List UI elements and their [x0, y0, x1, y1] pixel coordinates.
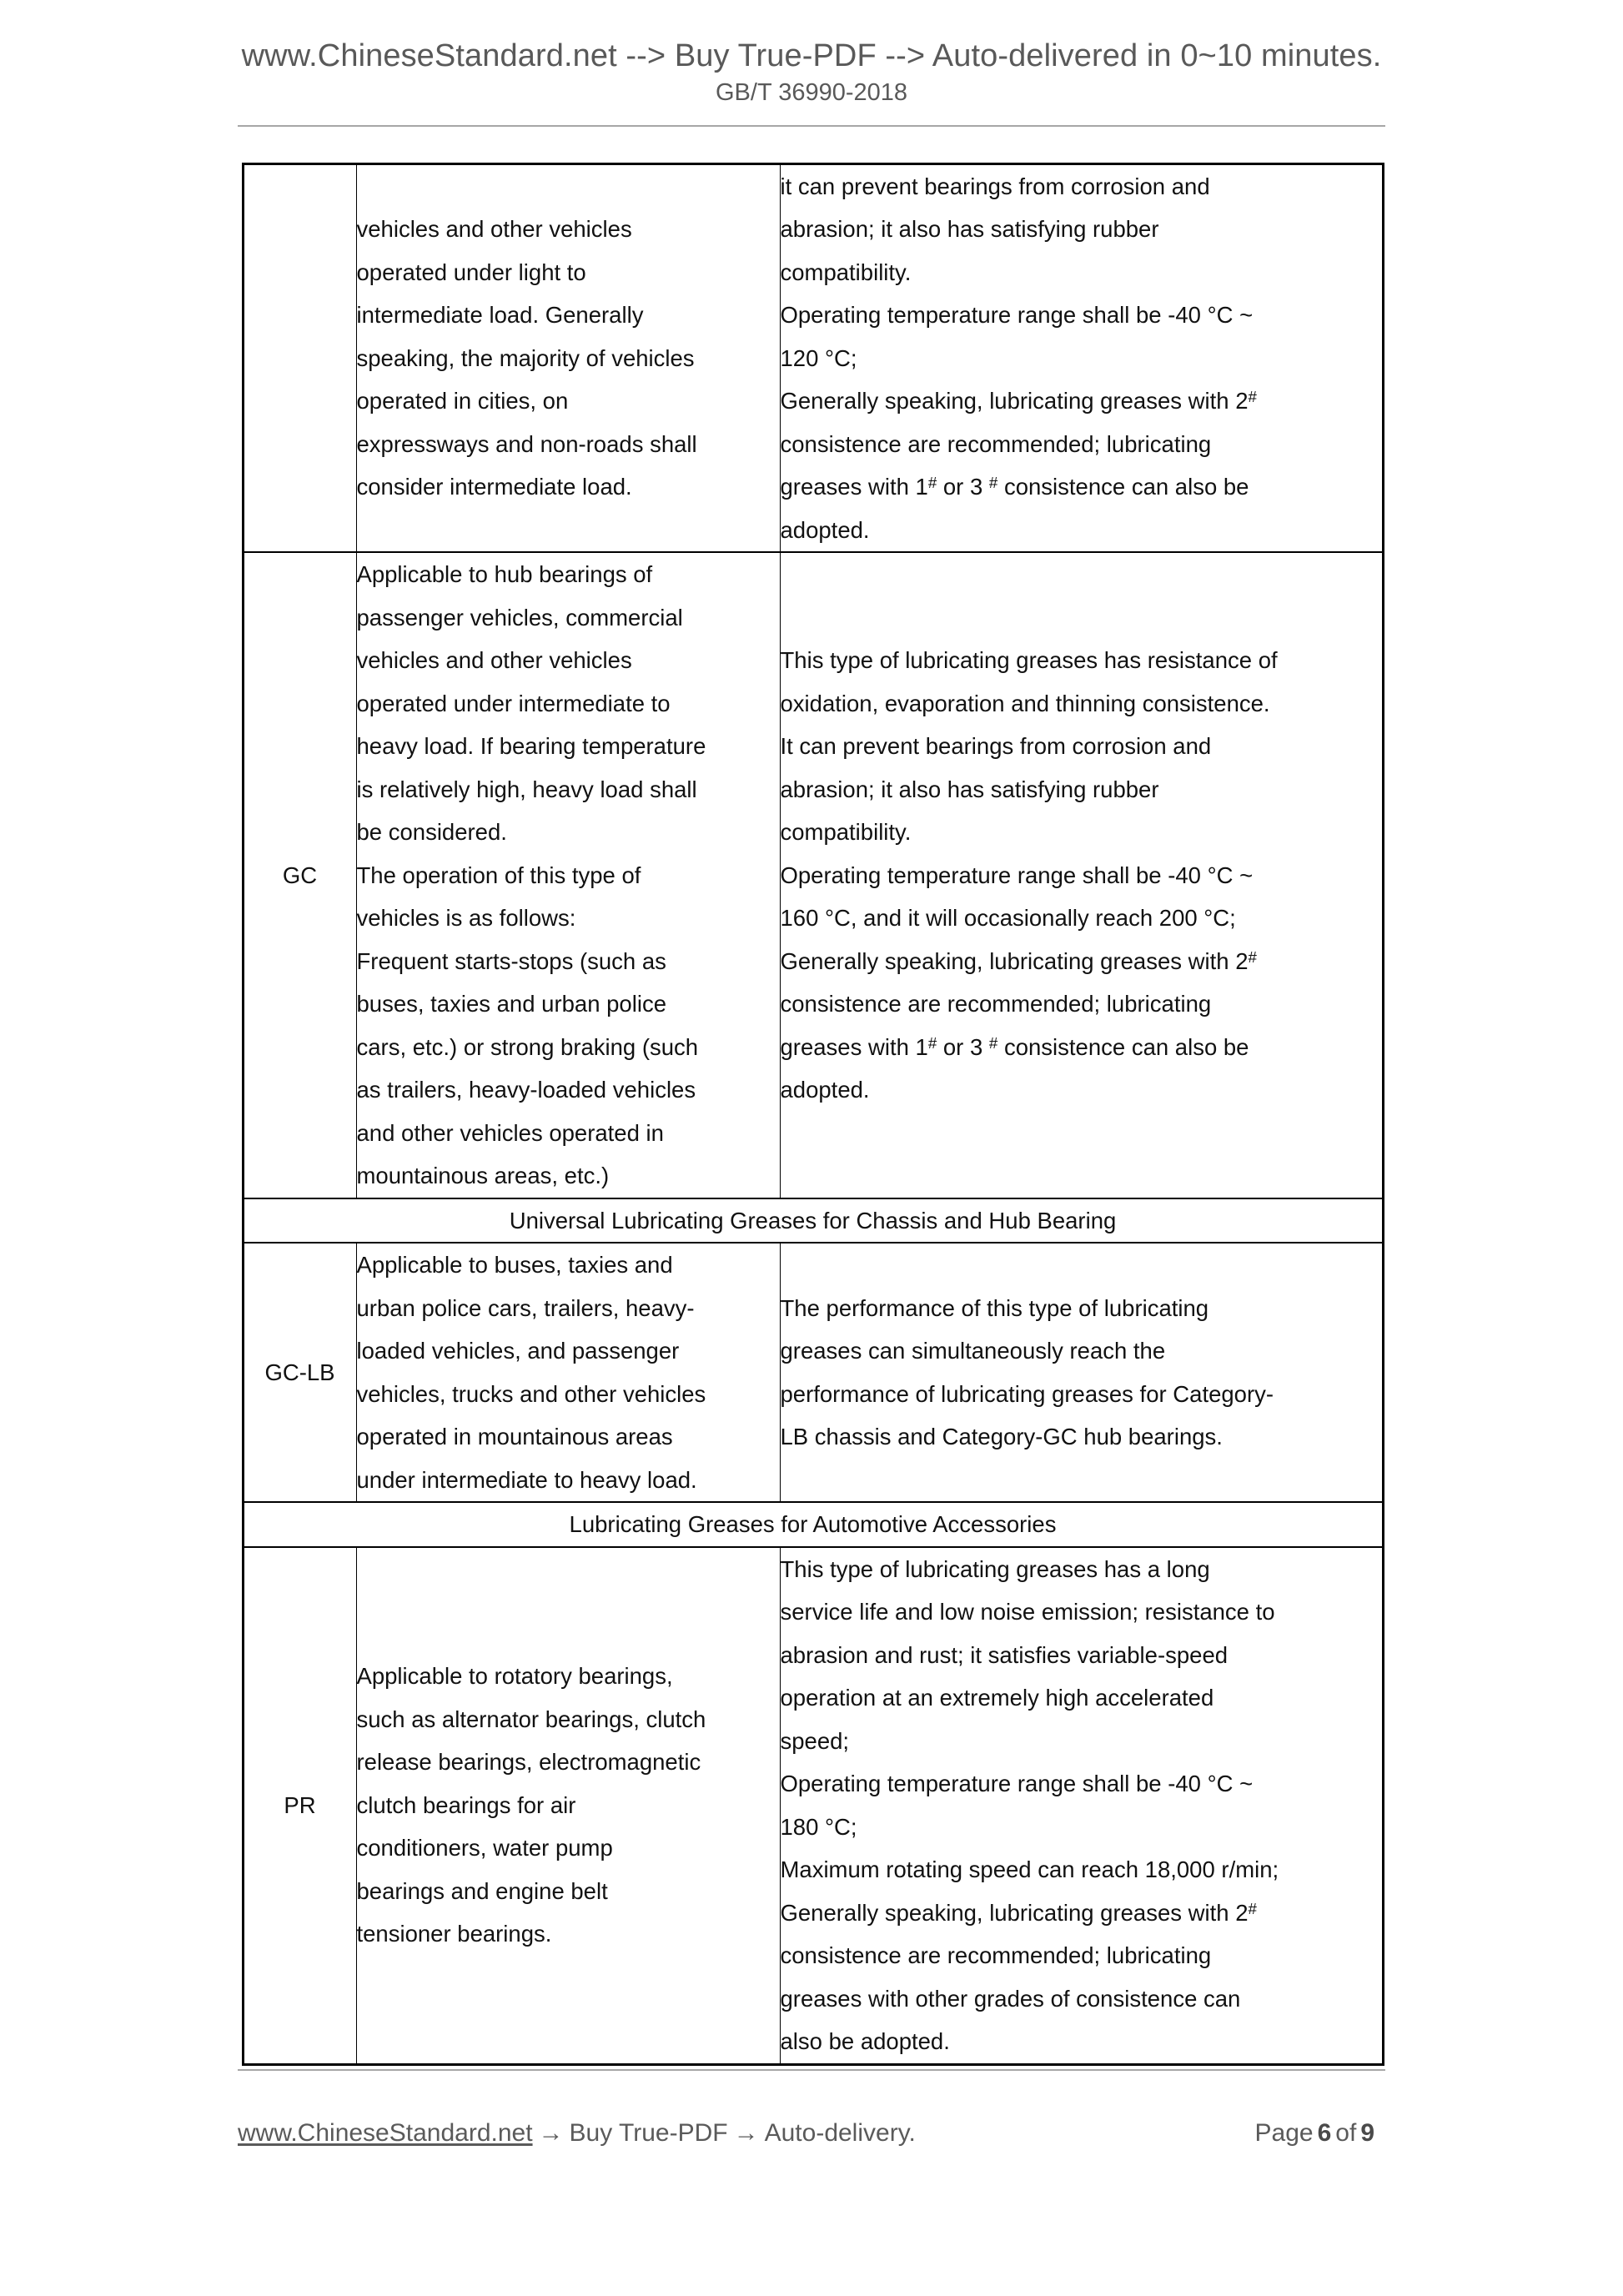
category-cell: [243, 163, 356, 552]
footer-action-buy: Buy True-PDF: [569, 2119, 728, 2147]
text-line: operated under intermediate to: [356, 690, 671, 716]
text-line: also be adopted.: [780, 2028, 950, 2055]
table-body: [243, 163, 1383, 2064]
text-line: abrasion and rust; it satisfies variable-speed: [780, 1641, 1229, 1668]
text-line: This type of lubricating greases has a long: [780, 1555, 1210, 1582]
text-line: Applicable to rotatory bearings,: [356, 1663, 673, 1690]
table-row: [243, 1243, 1383, 1502]
text-line: consistence are recommended; lubricating: [780, 991, 1212, 1017]
text-line: bearings and engine belt: [356, 1877, 608, 1904]
application-cell: [356, 552, 780, 1198]
table-row: [243, 1547, 1383, 2065]
text-line: mountainous areas, etc.): [356, 1163, 610, 1189]
text-line: intermediate load. Generally: [356, 302, 644, 329]
text-line: consistence are recommended; lubricating: [780, 1942, 1212, 1969]
text-line: and other vehicles operated in: [356, 1119, 664, 1146]
text-line: is relatively high, heavy load shall: [356, 776, 697, 802]
text-line: Operating temperature range shall be -40 °C ~: [780, 302, 1254, 329]
footer-divider: [238, 2069, 1385, 2071]
text-line: tensioner bearings.: [356, 1921, 552, 1947]
text-line: Applicable to hub bearings of: [356, 561, 653, 588]
grease-category-table: [242, 163, 1384, 2066]
table-section-header-row: [243, 1198, 1383, 1243]
text-line: This type of lubricating greases has resistance of: [780, 647, 1278, 674]
application-cell: [356, 1243, 780, 1502]
table-section-header-row: [243, 1502, 1383, 1547]
text-line: adopted.: [780, 1077, 870, 1103]
text-line: Operating temperature range shall be -40 °C ~: [780, 1771, 1254, 1797]
text-line: The operation of this type of: [356, 862, 641, 888]
text-line: vehicles, trucks and other vehicles: [356, 1380, 706, 1407]
header-divider: [238, 125, 1385, 127]
category-cell: PR: [243, 1547, 356, 2065]
text-line: release bearings, electromagnetic: [356, 1749, 701, 1776]
text-line: heavy load. If bearing temperature: [356, 733, 706, 760]
text-line: passenger vehicles, commercial: [356, 604, 683, 631]
table-container: [242, 163, 1382, 2066]
text-line: as trailers, heavy-loaded vehicles: [356, 1077, 696, 1103]
text-line: greases with 1# or 3 # consistence can also be: [780, 474, 1249, 500]
text-line: abrasion; it also has satisfying rubber: [780, 216, 1159, 243]
text-line: cars, etc.) or strong braking (such: [356, 1033, 699, 1060]
text-line: Operating temperature range shall be -40 °C ~: [780, 862, 1254, 888]
text-line: greases with other grades of consistence can: [780, 1985, 1241, 2012]
promo-banner: www.ChineseStandard.net --> Buy True-PDF --> Auto-delivered in 0~10 minutes.: [241, 38, 1382, 73]
footer-action-delivery: Auto-delivery.: [764, 2119, 916, 2147]
text-line: It can prevent bearings from corrosion and: [780, 733, 1212, 760]
text-line: clutch bearings for air: [356, 1791, 576, 1818]
standard-code: GB/T 36990-2018: [715, 78, 908, 106]
text-line: speaking, the majority of vehicles: [356, 344, 695, 371]
text-line: vehicles and other vehicles: [356, 647, 632, 674]
text-line: compatibility.: [780, 819, 912, 846]
text-line: adopted.: [780, 516, 870, 543]
footer-promo: [238, 2119, 916, 2148]
page-indicator: [1255, 2119, 1385, 2148]
text-line: operated under light to: [356, 259, 586, 285]
page-label: Page: [1254, 2119, 1314, 2147]
table-row: [243, 163, 1383, 552]
text-line: be considered.: [356, 819, 507, 846]
text-line: buses, taxies and urban police: [356, 991, 666, 1017]
text-line: 120 °C;: [780, 344, 857, 371]
category-cell: GC-LB: [243, 1243, 356, 1502]
text-line: urban police cars, trailers, heavy-: [356, 1294, 695, 1321]
footer-site-link[interactable]: www.ChineseStandard.net: [238, 2119, 533, 2147]
application-cell: [356, 163, 780, 552]
text-line: Generally speaking, lubricating greases with 2#: [780, 388, 1257, 414]
text-line: 180 °C;: [780, 1813, 857, 1840]
page-header: [0, 0, 1623, 127]
text-line: vehicles is as follows:: [356, 905, 576, 932]
page-number: 6: [1317, 2119, 1332, 2147]
arrow-right-icon: →: [733, 2119, 759, 2147]
text-line: LB chassis and Category-GC hub bearings.: [780, 1424, 1223, 1450]
text-line: speed;: [780, 1727, 850, 1754]
application-cell: [356, 1547, 780, 2065]
text-line: operated in mountainous areas: [356, 1424, 673, 1450]
text-line: abrasion; it also has satisfying rubber: [780, 776, 1159, 802]
text-line: operation at an extremely high accelerated: [780, 1685, 1214, 1711]
text-line: under intermediate to heavy load.: [356, 1466, 697, 1493]
text-line: greases with 1# or 3 # consistence can also be: [780, 1033, 1249, 1060]
page-footer: [0, 2046, 1623, 2296]
text-line: Applicable to buses, taxies and: [356, 1252, 673, 1279]
text-line: Generally speaking, lubricating greases with 2#: [780, 947, 1257, 974]
performance-cell: [780, 552, 1383, 1198]
text-line: consistence are recommended; lubricating: [780, 430, 1212, 457]
text-line: operated in cities, on: [356, 388, 569, 414]
arrow-right-icon: →: [538, 2119, 564, 2147]
performance-cell: [780, 1243, 1383, 1502]
text-line: loaded vehicles, and passenger: [356, 1338, 680, 1364]
text-line: compatibility.: [780, 259, 912, 285]
performance-cell: [780, 1547, 1383, 2065]
text-line: Frequent starts-stops (such as: [356, 947, 666, 974]
text-line: Generally speaking, lubricating greases with 2#: [780, 1899, 1257, 1926]
text-line: consider intermediate load.: [356, 474, 632, 500]
text-line: performance of lubricating greases for Category-: [780, 1380, 1274, 1407]
section-title: Universal Lubricating Greases for Chassis and Hub Bearing: [243, 1198, 1383, 1243]
text-line: conditioners, water pump: [356, 1835, 613, 1861]
performance-cell: [780, 163, 1383, 552]
of-label: of: [1335, 2119, 1357, 2147]
category-cell: GC: [243, 552, 356, 1198]
text-line: service life and low noise emission; resistance to: [780, 1599, 1275, 1625]
section-title: Lubricating Greases for Automotive Accessories: [243, 1502, 1383, 1547]
text-line: vehicles and other vehicles: [356, 216, 632, 243]
text-line: greases can simultaneously reach the: [780, 1338, 1166, 1364]
text-line: 160 °C, and it will occasionally reach 200 °C;: [780, 905, 1236, 932]
text-line: it can prevent bearings from corrosion and: [780, 173, 1210, 199]
page-total: 9: [1360, 2119, 1374, 2147]
text-line: Maximum rotating speed can reach 18,000 r/min;: [780, 1856, 1279, 1883]
table-row: [243, 552, 1383, 1198]
text-line: expressways and non-roads shall: [356, 430, 697, 457]
text-line: oxidation, evaporation and thinning consistence.: [780, 690, 1270, 716]
text-line: such as alternator bearings, clutch: [356, 1706, 706, 1732]
text-line: The performance of this type of lubricating: [780, 1294, 1209, 1321]
